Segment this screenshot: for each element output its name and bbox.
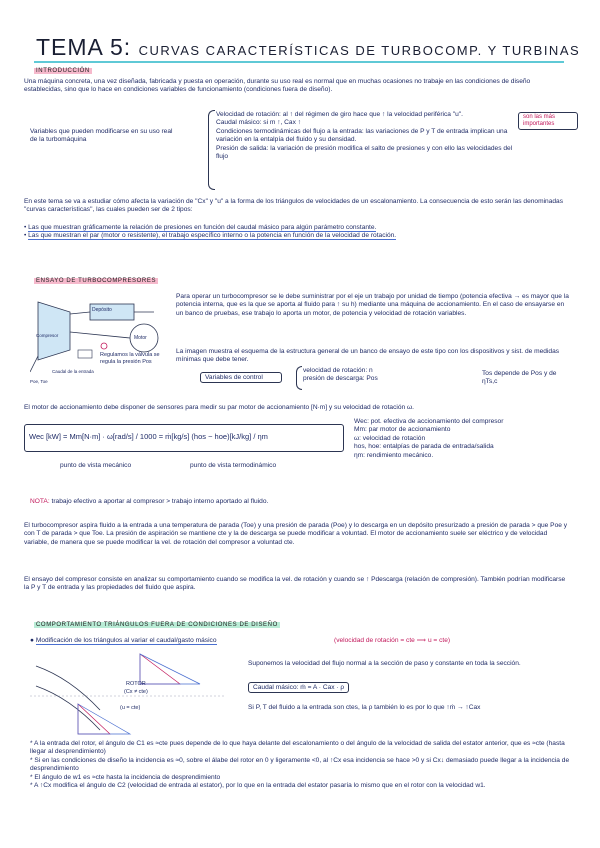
label-rotor: ROTOR (126, 681, 146, 687)
label-ucte: (u = cte) (120, 705, 141, 711)
mass-flow-formula: Caudal másico: ṁ = A · Cax · ρ (248, 682, 349, 693)
variable-outlet-pressure: Presión de salida: la variación de presión modifica el salto de presiones y con ello las velocidades del flujo (216, 144, 513, 161)
bullet-w1-angle: El ángulo de w1 es ≈cte hasta la incidencia de desprendimiento (34, 773, 221, 781)
formula-legend (354, 418, 572, 460)
fuera-sub-note: (velocidad de rotación = cte ⟹ u = cte) (334, 637, 451, 644)
triangle-3 (78, 704, 110, 734)
shaft-line (70, 332, 130, 338)
variables-brace (208, 110, 215, 190)
page-title (36, 34, 580, 61)
triangle-1 (140, 654, 180, 684)
blade-1 (36, 666, 100, 710)
bullet-curves-pressure: Las que muestran gráficamente la relación de presiones en función del caudal másico para algún parámetro constante. (28, 224, 377, 231)
intro-heading: INTRODUCCIÓN (36, 68, 90, 74)
fuera-sub: ● Modificación de los triángulos al variar el caudal/gasto másico (30, 637, 217, 644)
title-underline (34, 61, 564, 63)
bullet-incidence: Si en las condiciones de diseño la incidencia es ≈0, sobre el álabe del rotor en 0 y ligeramente <0, al ↑Cx esa incidencia se hace >0 y si Cx↓ demasiado puede llegar a la incidencia de desprendimiento (30, 756, 570, 773)
control-variables-box: Variables de control (200, 372, 282, 383)
label-motor: Motor (134, 335, 147, 341)
variable-mass-flow: Caudal másico: si m ↑, Cax ↑ (216, 119, 302, 127)
intro-para2: En este tema se va a estudiar cómo afecta la variación de "Cx" y "u" a la forma de los triángulos de velocidades de un escalonamiento. La consecuencia de esto serán las denominadas "curvas características", las cuales pueden ser de 2 tipos: (24, 198, 564, 214)
label-compressor: Compresor (36, 333, 59, 338)
motor-sensors-text: El motor de accionamiento debe disponer de sensores para medir su par motor de accionamiento [N·m] y su velocidad de rotación ω. (24, 404, 414, 411)
legend-mm: Mm: par motor de accionamiento (354, 426, 451, 434)
ensayo-para1: Para operar un turbocompresor se le debe suministrar por el eje un trabajo por unidad de tiempo (potencia efectiva → es mayor que la potencia interna, que es la que se aporta al fluido para ↑ su h) mediante una máquina de accionamiento. En el caso de ensayarse en un banco de pruebas, ese trabajo lo aporta un motor, de potencia y velocidad de rotación variables. (176, 293, 569, 317)
power-formula: Wec [kW] = Mm[N·m] · ω[rad/s] / 1000 = ṁ[kg/s] (hos − hoe)[kJ/kg] / ηm (24, 424, 344, 452)
label-inlet: Poe, Toe (30, 379, 48, 384)
valve-icon (101, 343, 107, 349)
legend-wec: Wec: pot. efectiva de accionamiento del compresor (354, 418, 504, 425)
label-regulate: Regulamos la válvula se regula la presión Pos (100, 352, 160, 365)
fuera-text3: Si P, T del fluido a la entrada son ctes, la ρ también lo es por lo que ↑ṁ → ↑Cax (248, 704, 481, 711)
ensayo-para2: La imagen muestra el esquema de la estructura general de un banco de ensayo de este tipo con los dispositivos y sist. de medidas mínimas que debe tener. (176, 348, 560, 364)
triangle-2 (140, 654, 200, 684)
control-pressure: presión de descarga: Pos (303, 375, 378, 383)
ensayo-heading: ENSAYO DE TURBOCOMPRESORES (36, 278, 157, 284)
fuera-bullets: * A la entrada del rotor, el ángulo de C1 es ≈cte pues depende de lo que haya delante del escalonamiento o del ángulo de la velocidad de salida del estator anterior, que es ≈cte (hasta llegar al desprendimiento) * Si en las condiciones de diseño la incidencia es ≈0, sobre el álabe del rotor en 0 y ligeramente <0, al ↑Cx esa incidencia se hace >0 y si Cx↓ demasiado puede llegar a la incidencia de desprendimiento * El ángulo de w1 es ≈cte hasta la incidencia de desprendimiento * A ↑Cx modifica el ángulo de C2 (velocidad de entrada al estator), por lo que en la entrada del estator pasaría lo mismo que en el rotor con la velocidad w1. (30, 740, 570, 790)
variable-speed: Velocidad de rotación: al ↑ del régimen de giro hace que ↑ la velocidad periférica "u". (216, 111, 463, 118)
intro-bullets: • Las que muestran gráficamente la relación de presiones en función del caudal másico para algún parámetro constante. • Las que muestran el par (motor o resistente), el trabajo específico interno o la potencia en función de la velocidad de rotación. (24, 224, 397, 240)
fuera-text1: Suponemos la velocidad del flujo normal a la sección de paso y constante en toda la sección. (248, 660, 521, 667)
fuera-heading: COMPORTAMIENTO TRIÁNGULOS FUERA DE CONDICIONES DE DISEÑO (36, 622, 278, 628)
label-flow: Caudal de la entrada (52, 369, 94, 374)
label-deposito: Depósito (92, 307, 112, 313)
nota-text: trabajo efectivo a aportar al compresor > trabajo interno aportado al fluido. (51, 498, 269, 505)
variables-label: Variables que pueden modificarse en su uso real de la turbomáquina (30, 128, 173, 144)
ensayo-para3: El turbocompresor aspira fluido a la entrada a una temperatura de parada (Toe) y una presión de parada (Poe) y lo descarga en un depósito presurizado a presión de parada > que Poe y con T de parada > que Toe. La presión de aspiración se mantiene cte y la de descarga se puede modificar a voluntad. El motor de accionamiento suele ser eléctrico y de velocidad variable, de manera que se puede modificar la vel. de rotación del compresor a voluntad cte. (24, 522, 568, 546)
variable-inlet-conditions: Condiciones termodinámicas del flujo a la entrada: las variaciones de P y T de entrada implican una variación en la entalpía del fluido y su densidad. (216, 127, 508, 144)
variables-list (216, 111, 516, 161)
compressor-shape (38, 302, 70, 360)
control-items (303, 367, 423, 384)
control-speed: velocidad de rotación: n (303, 367, 373, 374)
bullet-c2-angle: A ↑Cx modifica el ángulo de C2 (velocidad de entrada al estator), por lo que en la entrada del estator pasaría lo mismo que en el rotor con la velocidad w1. (34, 782, 486, 790)
legend-etam: ηm: rendimiento mecánico. (354, 451, 434, 459)
legend-omega: ω: velocidad de rotación (354, 434, 426, 442)
label-rotor-note: (Cx ≠ cte) (124, 689, 148, 695)
title-sub: CURVAS CARACTERÍSTICAS DE TURBOCOMP. Y TURBINAS (138, 43, 581, 58)
ensayo-para4: El ensayo del compresor consiste en analizar su comportamiento cuando se modifica la vel. de rotación y cuando se ↑ Pdescarga (relación de compresión). También podrían modificarse la P y T de entrada y las propiedades del fluido que aspira. (24, 576, 566, 592)
legend-enthalpy: hos, hoe: entalpías de parada de entrada/salida (354, 443, 494, 451)
fuera-text2 (248, 684, 568, 692)
blade-2 (36, 686, 100, 730)
formula-right-caption: punto de vista termodinámico (190, 462, 277, 469)
nota-label: NOTA: (30, 498, 50, 505)
control-brace (296, 366, 302, 390)
title-main: TEMA 5: (36, 34, 132, 60)
tos-depends: Tos depende de Pos y de ηTs,c (482, 370, 557, 386)
bullet-stator-angle: A la entrada del rotor, el ángulo de C1 es ≈cte pues depende de lo que haya delante del escalonamiento o del ángulo de la velocidad de salida del estator anterior, que es ≈cte (hasta llegar al desprendimiento) (30, 740, 565, 756)
formula-left-caption: punto de vista mecánico (60, 462, 132, 469)
intro-text: Una máquina concreta, una vez diseñada, fabricada y puesta en operación, durante su uso real es normal que en muchas ocasiones no trabaje en las condiciones de diseño establecidas, sino que lo hace en condiciones variables de funcionamiento (condiciones fuera de diseño). (24, 78, 531, 94)
nota (30, 498, 570, 506)
bullet-curves-torque: Las que muestran el par (motor o resistente), el trabajo específico interno o la potencia en función de la velocidad de rotación. (28, 232, 397, 240)
importance-note: son las más importantes (518, 112, 578, 130)
